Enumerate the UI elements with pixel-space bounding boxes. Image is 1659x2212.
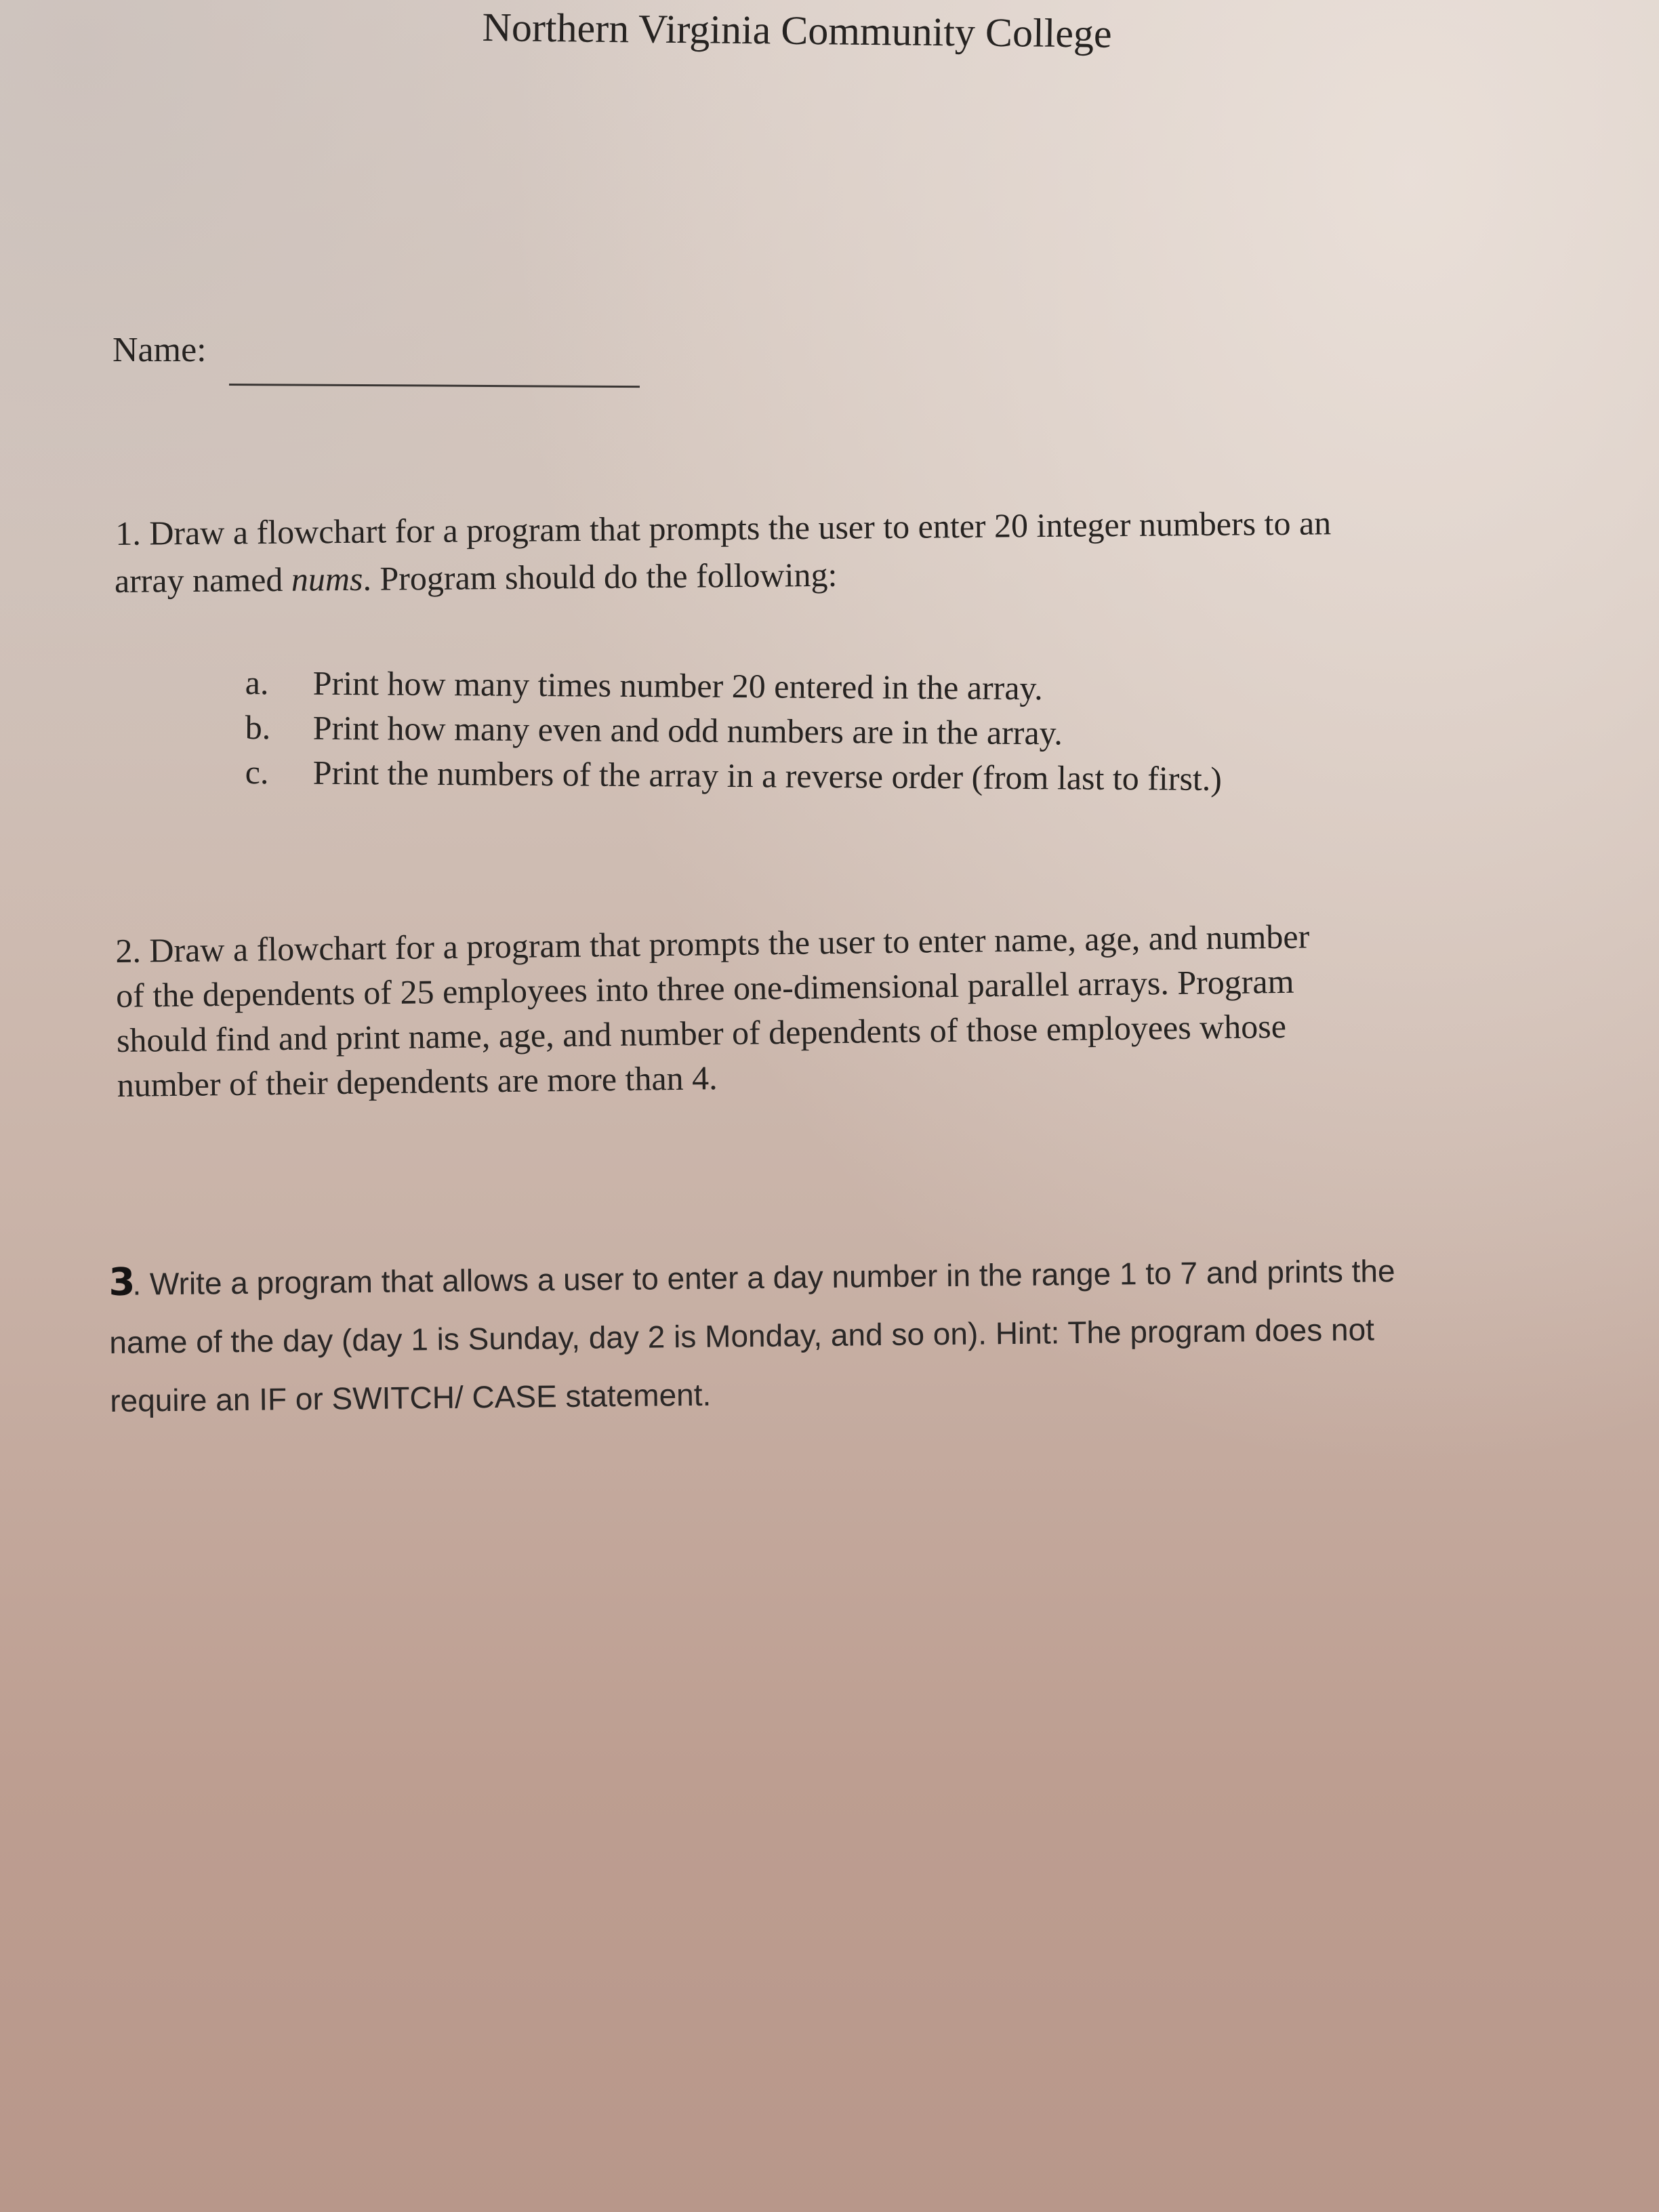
question-2-line-1: 2. Draw a flowchart for a program that prompts the user to enter name, age, and number [115, 917, 1310, 970]
item-letter: b. [245, 708, 271, 747]
question-1 [115, 499, 1332, 605]
question-2-line-4: number of their dependents are more than 4. [117, 1059, 718, 1104]
name-blank-line [229, 384, 640, 388]
array-name-nums: nums [291, 559, 363, 598]
name-label: Name: [112, 331, 207, 369]
question-1-line-2-end: . Program should do the following: [363, 555, 838, 598]
handwritten-question-number: 3 [108, 1260, 136, 1305]
question-1-item-a [245, 660, 1043, 710]
question-3-line-2: name of the day (day 1 is Sunday, day 2 is Monday, and so on). Hint: The program does not [109, 1311, 1375, 1360]
item-letter: c. [245, 752, 269, 792]
question-1-item-b [245, 705, 1063, 755]
college-header: Northern Virginia Community College [482, 4, 1112, 56]
question-1-line-2-start: array named [114, 560, 292, 600]
item-text: Print how many even and odd numbers are in the array. [312, 708, 1063, 752]
question-2-line-2: of the dependents of 25 employees into three one-dimensional parallel arrays. Program [115, 962, 1294, 1015]
question-3-line-1-text: . Write a program that allows a user to enter a day number in the range 1 to 7 and prints the [132, 1253, 1395, 1302]
item-text: Print the numbers of the array in a reverse order (from last to first.) [312, 753, 1223, 798]
question-1-line-2 [115, 546, 1332, 605]
question-2 [115, 914, 1311, 1107]
question-3-line-3: require an IF or SWITCH/ CASE statement. [110, 1376, 712, 1418]
item-letter: a. [245, 663, 269, 702]
item-text: Print how many times number 20 entered in the array. [312, 663, 1043, 708]
question-2-line-3: should find and print name, age, and number of dependents of those employees whose [116, 1006, 1287, 1059]
question-1-item-c [245, 750, 1223, 801]
question-3 [108, 1240, 1397, 1430]
question-1-line-1: 1. Draw a flowchart for a program that prompts the user to enter 20 integer numbers to an [115, 504, 1332, 552]
